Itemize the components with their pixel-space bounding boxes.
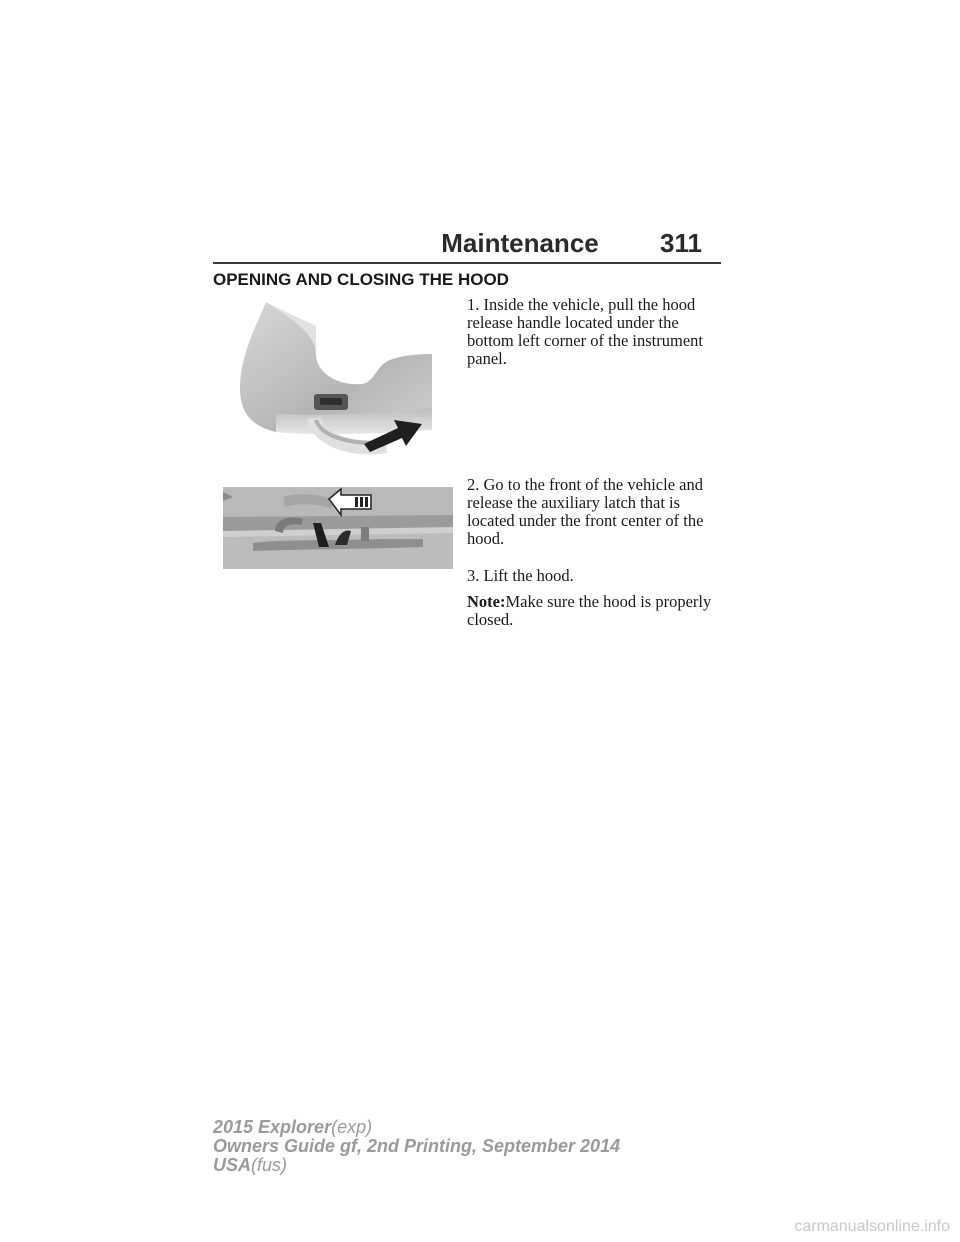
step-3-text: 3. Lift the hood.	[467, 566, 574, 585]
note-text: Make sure the hood is properly closed.	[467, 592, 712, 629]
page-header-title: Maintenance	[441, 228, 599, 258]
footer-market: USA	[213, 1155, 252, 1175]
footer-model: 2015 Explorer	[213, 1117, 332, 1137]
step-2-text: 2. Go to the front of the vehicle and release the auxiliary latch that is located under the front center of the hood.	[467, 475, 704, 548]
footer-market-code: (fus)	[251, 1155, 288, 1175]
auxiliary-latch-illustration	[223, 487, 453, 569]
footer-model-code: (exp)	[331, 1117, 373, 1137]
step-1-text: 1. Inside the vehicle, pull the hood release handle located under the bottom left corner of the instrument panel.	[467, 295, 703, 368]
note	[467, 593, 723, 629]
section-heading: OPENING AND CLOSING THE HOOD	[213, 270, 509, 289]
header-divider	[213, 262, 721, 264]
footer-printing: Owners Guide gf, 2nd Printing, September 2014	[213, 1136, 621, 1156]
hood-release-handle-illustration	[236, 296, 436, 456]
watermark: carmanualsonline.info	[794, 1218, 950, 1235]
page-number: 311	[660, 228, 702, 258]
document-footer	[213, 1118, 620, 1175]
note-label: Note:	[467, 592, 506, 611]
